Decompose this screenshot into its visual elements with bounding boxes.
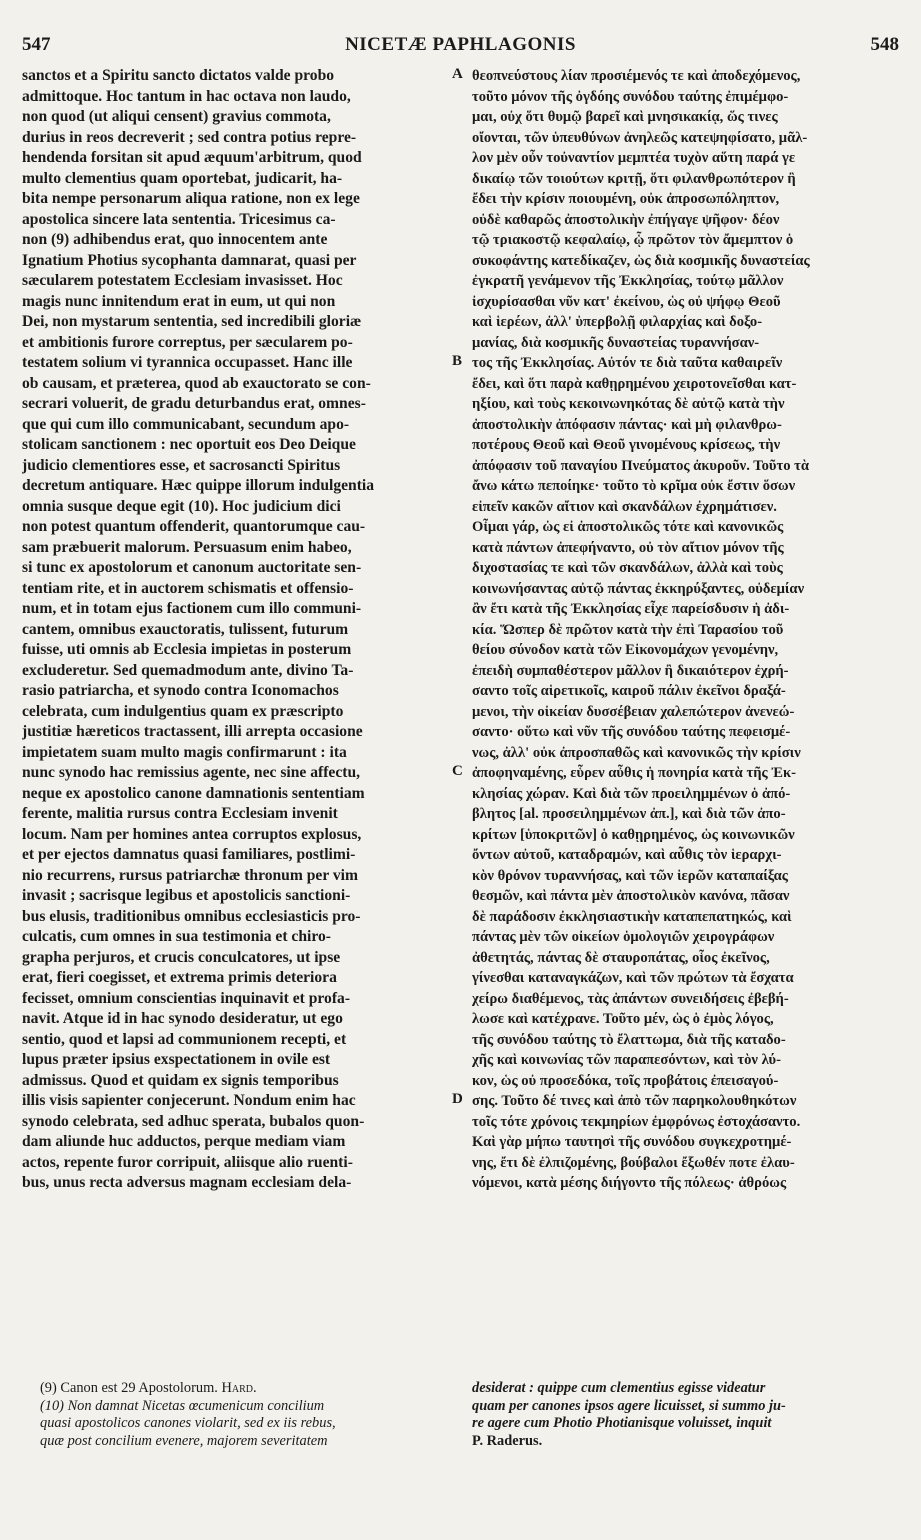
greek-text-line: καὶ ἱερέων, ἀλλ' ὑπερβολῇ φιλαρχίας καὶ δοξο- <box>472 314 763 330</box>
greek-text-line: ἔδει τὴν κρίσιν ποιουμένη, οὐκ ἀπροσωπόληπτον, <box>472 191 780 207</box>
greek-text-line: ἐπειδὴ συμπαθέστερον μᾶλλον ἢ δικαιότερον ἐχρή- <box>472 662 789 679</box>
greek-text-line: ἀποστολικὴν ἀπόφασιν πάντας· καὶ μὴ φιλανθρω- <box>472 416 782 433</box>
greek-text-line: κλησίας χώραν. Καὶ διὰ τῶν προειλημμένων ὁ ἀπό- <box>472 785 791 802</box>
latin-text-line: fuisse, uti omnis ab Ecclesia impietas in posterum <box>22 641 352 658</box>
latin-text-line: rasio patriarcha, et synodo contra Iconomachos <box>22 682 339 699</box>
running-header <box>22 30 899 60</box>
page-number-right: 548 <box>870 34 899 55</box>
greek-text-line: ἀθετητάς, πάντας δὲ σταυροπάτας, οἷος ἐκεῖνος, <box>472 949 770 966</box>
greek-text-line: Οἶμαι γάρ, ὡς εἰ ἀποστολικῶς τότε καὶ κανονικῶς <box>472 519 784 535</box>
latin-column <box>22 66 450 1194</box>
latin-text-line: fecisset, omnium conscientias inquinavit et profa- <box>22 989 351 1007</box>
greek-text-line: τῆς συνόδου ταύτης τὸ ἔλαττωμα, διὰ τῆς καταδο- <box>472 1031 786 1048</box>
greek-text-line: θεοπνεύστους λίαν προσιέμενός τε καὶ ἀποδεχόμενος, <box>472 68 801 84</box>
latin-text-line: cantem, omnibus exauctoratis, tulissent, futurum <box>22 620 349 638</box>
greek-text-line: σαντο τοῖς αἱρετικοῖς, καιροῦ πάλιν ἐκεῖνοι δραξά- <box>472 683 786 699</box>
latin-text-line: sanctos et a Spiritu sancto dictatos valde probo <box>22 67 335 84</box>
greek-text-line: πάντας μὲν τῶν οἰκείων ὁμολογιῶν χειρογράφων <box>472 929 775 945</box>
latin-text-line: bus elusis, traditionibus omnibus ecclesiasticis pro- <box>22 907 361 925</box>
footnote-10-line: quasi apostolicos canones violarit, sed ex iis rebus, <box>40 1415 336 1431</box>
latin-text-line: dam aliunde huc adductos, perque mediam viam <box>22 1133 346 1150</box>
greek-text-line: χείρω διαθέμενος, τὰς ἁπάντων συνειδήσεις ἐβεβή- <box>472 990 789 1007</box>
latin-text-line: nunc synodo hac remissius agente, nec sine affectu, <box>22 764 361 781</box>
latin-text-line: ferente, malitia rursus contra Ecclesiam invenit <box>22 805 338 822</box>
latin-text-line: non (9) adhibendus erat, quo innocentem ante <box>22 231 328 248</box>
greek-text-line: κὸν θρόνον τυραννήσας, καὶ τῶν ἱερῶν καταπαίξας <box>472 867 788 884</box>
latin-text-line: nio recurrens, rursus patriarchæ thronum per vim <box>22 866 358 884</box>
greek-text-line: τοῖς τότε χρόνοις τεκμηρίων ἐμφρόνως ἐστοχάσαντο. <box>472 1113 801 1130</box>
greek-text-line: ἄνω κάτω πεποίηκε· τοῦτο τὸ κρῖμα οὐκ ἔστιν ὅσων <box>472 478 796 494</box>
latin-text-line: celebrata, cum indulgentius quam ex præscripto <box>22 702 344 720</box>
greek-text-line: τος τῆς Ἐκκλησίας. Αὐτόν τε διὰ ταῦτα καθαιρεῖν <box>472 355 783 371</box>
latin-text-line: excluderetur. Sed quemadmodum ante, divino Ta- <box>22 661 354 679</box>
footnote-10-line: quæ post concilium evenere, majorem severitatem <box>40 1432 328 1449</box>
running-title: NICETÆ PAPHLAGONIS <box>345 34 576 55</box>
greek-text-line: ποτέρους Θεοῦ καὶ Θεοῦ γινομένους κρίσεως, τὴν <box>472 437 781 453</box>
latin-text-line: secrari voluerit, de gradu deturbandus erat, omnes- <box>22 395 366 412</box>
greek-text-line: βλητος [al. προσειλημμένων ἀπ.], καὶ διὰ τῶν ἀπο- <box>472 806 786 822</box>
greek-text-line: ἀποφηναμένης, εὗρεν αὖθις ἡ πονηρία κατὰ τῆς Ἐκ- <box>472 765 796 781</box>
greek-text-line: σης. Τοῦτο δέ τινες καὶ ἀπὸ τῶν παρηκολουθηκότων <box>472 1093 797 1109</box>
footnote-10-continued-line: desiderat : quippe cum clementius egisse videatur <box>472 1380 766 1396</box>
greek-text-line: κοινωνήσαντας αὐτῷ πάντας ἐκκηρύξαντες, οὐδεμίαν <box>472 580 805 597</box>
latin-text-line: synodo celebrata, sed adhuc sperata, bubalos quon- <box>22 1112 365 1130</box>
footnote-10-continued-line: P. Raderus. <box>472 1432 543 1449</box>
latin-text-line: et per ejectos damnatus quasi familiares, postlimi- <box>22 846 356 863</box>
footnotes-right <box>472 1380 900 1450</box>
greek-text-line: οἴονται, τῶν ὑπευθύνων ἀνηλεῶς κατεψηφίσατο, μᾶλ- <box>472 129 808 146</box>
latin-text-line: durius in reos decreverit ; sed contra potius repre- <box>22 128 357 146</box>
greek-text-line: ἀπόφασιν τοῦ παναγίου Πνεύματος ἀκυροῦν. Τοῦτο τὰ <box>472 457 810 474</box>
latin-text-line: lupus præter ipsius exspectationem in ovile est <box>22 1051 331 1068</box>
latin-text-line: invasit ; sacrisque legibus et apostolicis sanctioni- <box>22 887 351 904</box>
greek-text-line: κον, ὡς οὐ προσεδόκα, τοῖς προβάτοις ἐπεισαγού- <box>472 1072 779 1089</box>
latin-text-line: admissus. Quod et quidam ex signis temporibus <box>22 1071 339 1089</box>
greek-text-line: κατὰ πάντων ἀπεφήναντο, οὐ τὸν αἴτιον μόνον τῆς <box>472 539 784 556</box>
latin-text-line: tentiam rite, et in auctorem schismatis et offensio- <box>22 579 354 597</box>
latin-text-line: decretum antiquare. Hæc quippe illorum indulgentia <box>22 477 375 494</box>
greek-text-line: μανίας, διὰ κοσμικῆς δυναστείας τυραννήσαν- <box>472 334 760 351</box>
greek-text-line: νως, ἀλλ' οὐκ ἀπροσπαθῶς καὶ κανονικῶς τὴν κρίσιν <box>472 744 801 761</box>
latin-text-line: judicio clementiores esse, et sacrosancti Spiritus <box>22 456 341 474</box>
greek-text-line: δικαίῳ τῶν τοιούτων κριτῇ, ὅτι φιλανθρωπότερον ἢ <box>472 170 796 187</box>
latin-text-line: illis visis sapienter conjecerunt. Nondum enim hac <box>22 1092 356 1109</box>
latin-text-line: erat, fieri coegisset, et extrema primis deteriora <box>22 969 337 986</box>
greek-text-line: μενοι, τὴν οἰκείαν δυσσέβειαν χαλεπώτερον ἀνενεώ- <box>472 703 795 720</box>
latin-text-line: Ignatium Photius sycophanta damnarat, quasi per <box>22 251 357 269</box>
latin-text-line: omnia susque deque egit (10). Hoc judicium dici <box>22 497 341 515</box>
latin-text-line: si tunc ex apostolorum et canonum auctoritate sen- <box>22 559 362 576</box>
latin-text-line: Dei, non mystarum sententia, sed incredibili gloriæ <box>22 313 362 330</box>
greek-text-line: νης, ἔτι δὲ ἐλπιζομένης, βούβαλοι ἔξωθέν ποτε ἐλαυ- <box>472 1154 795 1171</box>
footnote-9-author: Hard. <box>221 1380 257 1396</box>
greek-text-line: ἔδει, καὶ ὅτι παρὰ καθῃρημένου χειροτονεῖσθαι κατ- <box>472 375 797 392</box>
latin-text-line: testatem solium vi tyrannica occupasset. Hanc ille <box>22 354 353 371</box>
section-marker-b: B <box>452 353 463 369</box>
greek-text-line: ἐγκρατῆ γενάμενον τῆς Ἐκκλησίας, τούτῳ μᾶλλον <box>472 273 784 289</box>
section-marker-a: A <box>452 66 463 82</box>
greek-text-line: εἰπεῖν κακῶν αἴτιον καὶ σκανδάλων ἐχρημάτισεν. <box>472 498 777 515</box>
greek-text-line: λωσε καὶ κατέχρανε. Τοῦτο μέν, ὡς ὁ ἐμὸς λόγος, <box>472 1011 774 1027</box>
latin-text-line: navit. Atque id in hac synodo desideratur, ut ego <box>22 1010 343 1027</box>
greek-text-line: κρίτων [ὑποκριτῶν] ὁ καθῃρημένος, ὡς κοινωνικῶν <box>472 826 795 843</box>
footnote-10-continued-line: re agere cum Photio Photianisque voluisset, inquit <box>472 1415 772 1431</box>
latin-text-line: sæcularem potestatem Ecclesiam invasisset. Hoc <box>22 272 343 289</box>
footnote-9: (9) Canon est 29 Apostolorum. Hard. <box>40 1380 257 1396</box>
greek-text-line: θείου σύνοδον κατὰ τῶν Εἰκονομάχων γενομένην, <box>472 642 779 658</box>
latin-text-line: multo clementius quam oportebat, judicarit, ha- <box>22 169 343 187</box>
page-number-left: 547 <box>22 34 51 55</box>
latin-text-line: stolicam sanctionem : nec oportuit eos Deo Deique <box>22 436 356 453</box>
latin-text-line: impietatem suam multo magis confirmarunt : ita <box>22 743 347 761</box>
latin-text-line: culcatis, cum omnes in sua testimonia et chiro- <box>22 928 331 945</box>
greek-text-line: τοῦτο μόνον τῆς ὀγδόης συνόδου ταύτης ἐπιμέμφο- <box>472 88 789 105</box>
footnote-10-continued-line: quam per canones ipsos agere licuisset, si summo ju- <box>472 1397 786 1414</box>
latin-text-line: ob causam, et præterea, quod ab exauctorato se con- <box>22 374 371 392</box>
latin-text-line: admittoque. Hoc tantum in hac octava non laudo, <box>22 87 351 105</box>
greek-text-line: σαντο· οὕτω καὶ νῦν τῆς συνόδου ταύτης πεφεισμέ- <box>472 724 791 740</box>
latin-text-line: non potest quantum offenderit, quantorumque cau- <box>22 518 366 535</box>
greek-text-line: χῆς καὶ κοινωνίας τῶν παραπεσόντων, καὶ τὸν λύ- <box>472 1052 781 1068</box>
footnotes-left <box>40 1380 450 1450</box>
latin-text-line: actos, repente furor corripuit, aliisque alio ruenti- <box>22 1153 353 1171</box>
latin-text-line: apostolica sincere lata sententia. Tricesimus ca- <box>22 210 336 228</box>
greek-text-line: συκοφάντης κατεδίκαζεν, ὡς διὰ κοσμικῆς δυναστείας <box>472 252 810 269</box>
latin-text-line: hendenda forsitan sit apud æquum'arbitrum, quod <box>22 149 362 166</box>
greek-text-line: τῷ τριακοστῷ κεφαλαίῳ, ᾧ πρῶτον τὸν ἄμεμπτον ὁ <box>472 232 794 248</box>
greek-text-line: Καὶ γὰρ μήπω ταυτησὶ τῆς συνόδου συγκεχροτημέ- <box>472 1134 792 1150</box>
latin-text-line: bita nempe personarum aliqua ratione, non ex lege <box>22 190 360 207</box>
latin-text-line: bus, unus recta adversus magnam ecclesiam dela- <box>22 1174 352 1191</box>
greek-text-line: ὄντων αὐτοῦ, καταδραμών, καὶ αὖθις τὸν ἱεραρχι- <box>472 847 782 863</box>
greek-text-line: δὲ παράδοσιν ἐκκλησιαστικὴν καταπεπατηκώς, καὶ <box>472 908 792 925</box>
greek-text-line: λον μὲν οὖν τοὐναντίον μεμπτέα τυχὸν αὕτη παρά γε <box>472 150 796 166</box>
footnote-10-line: (10) Non damnat Nicetas œcumenicum concilium <box>40 1397 325 1414</box>
greek-text-line: μαι, οὐχ ὅτι θυμῷ βαρεῖ καὶ μνησικακίᾳ, ὥς τινες <box>472 109 778 125</box>
greek-text-line: ἰσχυρίσασθαι νῦν κατ' ἐκείνου, ὡς οὐ ψήφῳ Θεοῦ <box>472 293 781 310</box>
greek-text-line: οὐδὲ καθαρῶς ἀποστολικὴν ἐπήγαγε ψῆφον· δέον <box>472 211 780 228</box>
latin-text-line: num, et in totam ejus factionem cum illo communi- <box>22 600 362 617</box>
latin-text-line: que qui cum illo communicabant, secundum apo- <box>22 415 350 433</box>
latin-text-line: grapha perjuros, et crucis conculcatores, ut ipse <box>22 948 341 966</box>
greek-text-line: κία. Ὥσπερ δὲ πρῶτον κατὰ τὴν ἐπὶ Ταρασίου τοῦ <box>472 621 784 638</box>
section-marker-c: C <box>452 763 463 779</box>
latin-text-line: magis nunc innitendum erat in eum, ut qui non <box>22 292 336 310</box>
latin-text-line: et ambitionis furore correptus, per sæcularem po- <box>22 333 353 351</box>
latin-text-line: neque ex apostolico canone damnationis sententiam <box>22 784 365 802</box>
greek-text-line: ἂν ἔτι κατὰ τῆς Ἐκκλησίας εἶχε παρείσδυσιν ἡ ἀδι- <box>472 601 790 617</box>
greek-text-line: γίνεσθαι καταναγκάζων, καὶ τῶν πρώτων τὰ ἔσχατα <box>472 970 794 986</box>
latin-text-line: non quod (ut aliqui censent) gravius commota, <box>22 108 331 125</box>
latin-text-line: locum. Nam per homines antea corruptos explosus, <box>22 825 362 843</box>
latin-text-line: justitiæ hæreticos tractassent, illi arrepta occasione <box>22 723 363 740</box>
greek-text-line: ηξίου, καὶ τοὺς κεκοινωνηκότας δὲ αὐτῷ κατὰ τὴν <box>472 396 785 412</box>
section-marker-d: D <box>452 1091 463 1107</box>
greek-column <box>472 66 900 1194</box>
latin-text-line: sentio, quod et lapsi ad communionem recepti, et <box>22 1030 347 1048</box>
greek-text-line: νόμενοι, κατὰ μέσης διήγοντο τῆς πόλεως· ἀθρόως <box>472 1175 787 1191</box>
greek-text-line: θεσμῶν, καὶ πάντα μὲν ἀποστολικὸν κανόνα, πᾶσαν <box>472 888 790 904</box>
greek-text-line: διχοστασίας τε καὶ τῶν σκανδάλων, ἀλλὰ καὶ τοὺς <box>472 560 783 576</box>
latin-text-line: sam præbuerit malorum. Persuasum enim habeo, <box>22 538 352 556</box>
